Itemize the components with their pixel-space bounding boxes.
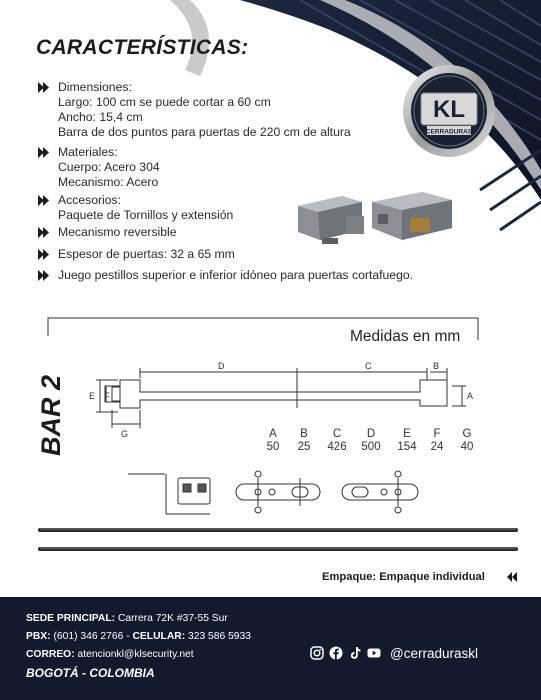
measures-title: Medidas en mm (350, 328, 461, 345)
dim-value: 40 (460, 441, 474, 453)
feature-line: Barra de dos puntos para puertas de 220 cm de altura (58, 125, 351, 139)
latch-body-left (298, 196, 364, 244)
dim-label-c: C (365, 361, 372, 371)
bullet-arrow-icon (38, 195, 50, 206)
dim-key: B (300, 428, 308, 440)
social-handle[interactable]: @cerraduraskl (390, 646, 478, 661)
feature-materials (38, 145, 458, 190)
dim-column-g (450, 428, 484, 454)
dim-key: F (433, 428, 441, 440)
dim-value: 500 (361, 441, 381, 453)
dim-key: G (462, 428, 472, 440)
packaging-text: Empaque: Empaque individual (322, 571, 485, 583)
dim-column-e (390, 428, 424, 454)
model-label: BAR 2 (36, 374, 66, 456)
dim-value: 24 (430, 441, 444, 453)
feature-line: Cuerpo: Acero 304 (58, 160, 160, 174)
feature-line: Mecanismo reversible (58, 225, 177, 239)
feature-line: Mecanismo: Acero (58, 175, 159, 189)
dim-label-d: D (218, 361, 225, 371)
bullet-arrow-icon (38, 227, 50, 238)
bullet-arrow-icon (38, 82, 50, 93)
bullet-arrow-icon (38, 249, 50, 260)
dim-value: 154 (397, 441, 417, 453)
youtube-icon[interactable] (367, 646, 381, 660)
dim-value: 25 (297, 441, 311, 453)
footer-phones (26, 631, 251, 642)
dim-value: 426 (327, 441, 347, 453)
dim-key: E (403, 428, 411, 440)
dim-column-d (354, 428, 388, 454)
feature-line: Paquete de Tornillos y extensión (58, 208, 234, 222)
bullet-arrow-icon (38, 147, 50, 158)
hardware-latch-images (292, 188, 462, 254)
dim-value: 50 (266, 441, 280, 453)
dim-column-c (320, 428, 354, 454)
feature-line: Ancho: 15,4 cm (58, 110, 143, 124)
dim-column-b (287, 428, 321, 454)
dim-key: A (269, 428, 277, 440)
feature-line: Materiales: (58, 145, 118, 159)
feature-latches (38, 268, 458, 283)
dim-label-e: E (89, 391, 96, 401)
footer (0, 597, 541, 700)
feature-line: Espesor de puertas: 32 a 65 mm (58, 247, 235, 261)
dim-column-f (420, 428, 454, 454)
dim-key: C (332, 428, 342, 440)
tiktok-icon[interactable] (348, 646, 362, 660)
logo-tagline: CERRADURAS (425, 128, 473, 136)
dim-label-g: G (121, 429, 129, 439)
feature-line: Juego pestillos superior e inferior idóneo para puertas cortafuego. (58, 268, 414, 282)
kl-cerraduras-logo (401, 63, 497, 159)
dim-label-f: F (104, 391, 110, 401)
dim-key: D (366, 428, 376, 440)
feature-line: Largo: 100 cm se puede cortar a 60 cm (58, 95, 271, 109)
latch-body-right (372, 192, 452, 240)
hq-value: Carrera 72K #37-55 Sur (117, 613, 228, 624)
footer-city: BOGOTÁ - COLOMBIA (26, 666, 155, 680)
pbx-value: (601) 346 2766 - (53, 631, 130, 642)
footer-address (26, 613, 228, 624)
feature-line: Accesorios: (58, 193, 121, 207)
feature-line: Dimensiones: (58, 80, 132, 94)
cel-value: 323 586 5933 (188, 631, 251, 642)
double-arrow-left-icon (506, 572, 517, 582)
bullet-arrow-icon (38, 270, 50, 281)
dim-label-a: A (467, 391, 474, 401)
dim-label-b: B (433, 361, 440, 371)
cel-label: CELULAR: (132, 631, 186, 642)
email-label: CORREO: (26, 649, 75, 660)
dim-column-a (256, 428, 290, 454)
pbx-label: PBX: (26, 631, 51, 642)
email-value[interactable]: atencionkl@klsecurity.net (77, 649, 194, 660)
facebook-icon[interactable] (329, 646, 343, 660)
hq-label: SEDE PRINCIPAL: (26, 613, 116, 624)
logo-mark: KL (433, 96, 465, 123)
page-title: CARACTERÍSTICAS: (36, 36, 249, 59)
footer-email (26, 649, 194, 660)
feature-dimensions (38, 80, 458, 140)
instagram-icon[interactable] (310, 646, 324, 660)
